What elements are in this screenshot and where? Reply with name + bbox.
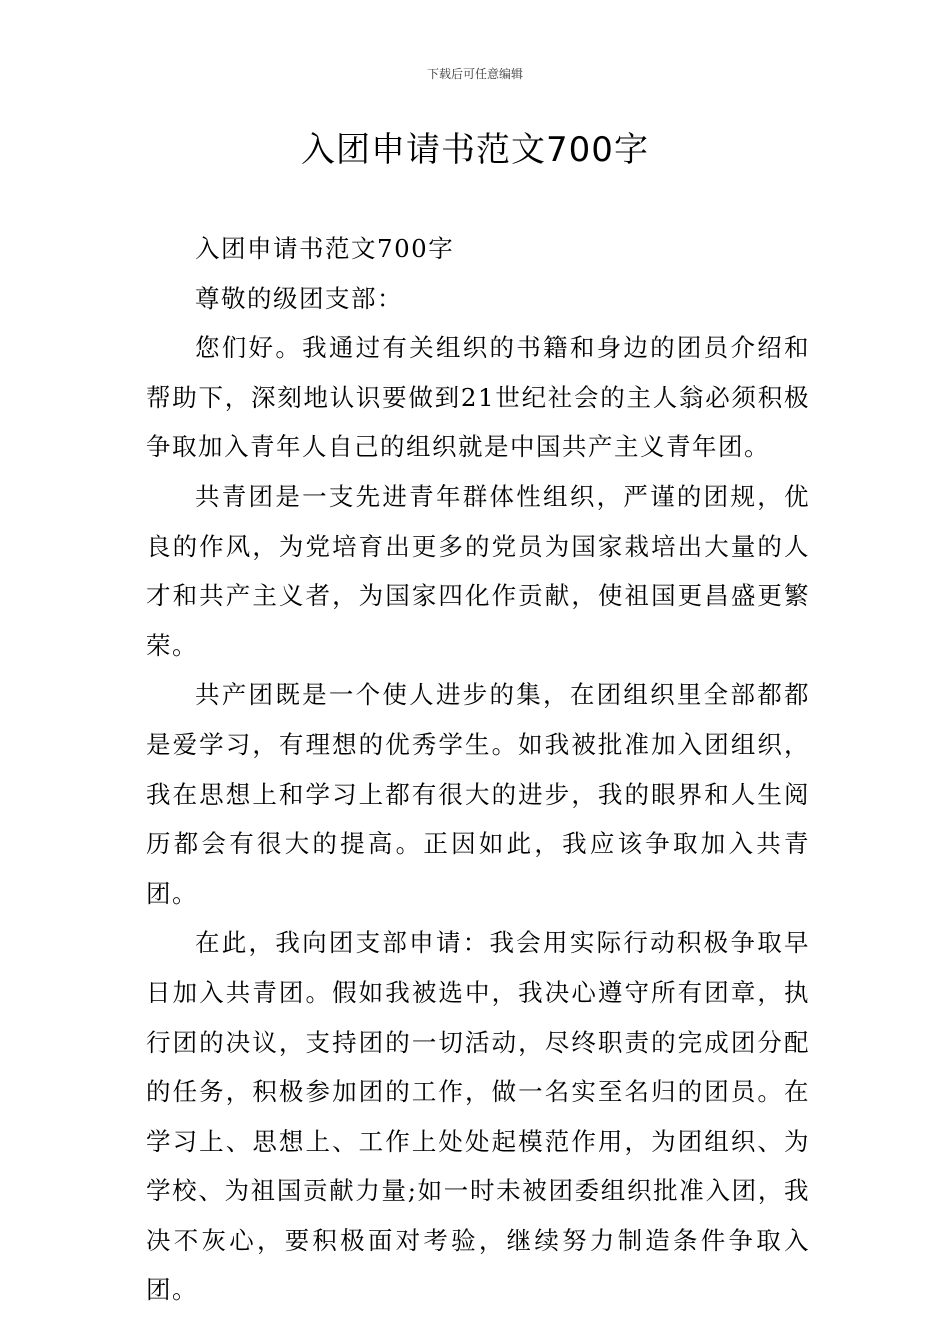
paragraph-greeting: 您们好。我通过有关组织的书籍和身边的团员介绍和帮助下，深刻地认识要做到21世纪社会的主人翁必须积极争取加入青年人自己的组织就是中国共产主义青年团。 <box>146 333 810 462</box>
paragraph-about-league: 共青团是一支先进青年群体性组织，严谨的团规，优良的作风，为党培育出更多的党员为国家栽培出大量的人才和共产主义者，为国家四化作贡献，使祖国更昌盛更繁荣。 <box>146 481 810 660</box>
paragraph-subtitle: 入团申请书范文700字 <box>195 234 455 263</box>
document-body <box>146 224 810 1315</box>
paragraph-salutation: 尊敬的级团支部： <box>195 283 403 313</box>
document-title: 入团申请书范文700字 <box>301 130 649 170</box>
header-note: 下载后可任意编辑 <box>426 67 523 81</box>
paragraph-commitment: 在此，我向团支部申请：我会用实际行动积极争取早日加入共青团。假如我被选中，我决心遵守所有团章，执行团的决议，支持团的一切活动，尽终职责的完成团分配的任务，积极参加团的工作，做一名实至名归的团员。在学习上、思想上、工作上处处起模范作用，为团组织、为学校、为祖国贡献力量;如一时未被团委组织批准入团，我决不灰心，要积极面对考验，继续努力制造条件争取入团。 <box>146 928 810 1305</box>
paragraph-motivation: 共产团既是一个使人进步的集，在团组织里全部都都是爱学习，有理想的优秀学生。如我被批准加入团组织，我在思想上和学习上都有很大的进步，我的眼界和人生阅历都会有很大的提高。正因如此，我应该争取加入共青团。 <box>146 680 810 908</box>
